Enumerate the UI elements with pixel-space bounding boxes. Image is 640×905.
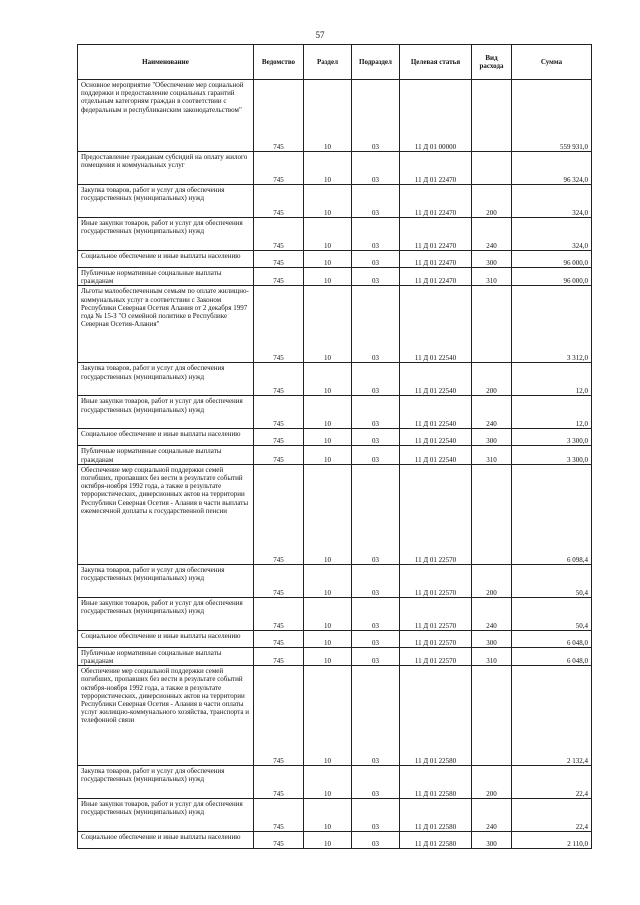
cell-subsection: 03 bbox=[352, 286, 400, 363]
cell-name: Публичные нормативные социальные выплаты гражданам bbox=[78, 268, 254, 286]
cell-dept: 745 bbox=[254, 363, 304, 396]
cell-dept: 745 bbox=[254, 666, 304, 766]
cell-sum: 3 312,0 bbox=[512, 286, 592, 363]
cell-section: 10 bbox=[304, 446, 352, 464]
table-row bbox=[78, 396, 592, 429]
cell-dept: 745 bbox=[254, 429, 304, 446]
cell-section: 10 bbox=[304, 251, 352, 268]
cell-type bbox=[472, 286, 512, 363]
cell-dept: 745 bbox=[254, 251, 304, 268]
cell-sum: 3 300,0 bbox=[512, 429, 592, 446]
cell-type: 310 bbox=[472, 268, 512, 286]
cell-name: Закупка товаров, работ и услуг для обеспечения государственных (муниципальных) нужд bbox=[78, 363, 254, 396]
cell-sum: 22,4 bbox=[512, 766, 592, 799]
cell-name: Публичные нормативные социальные выплаты гражданам bbox=[78, 446, 254, 464]
table-row bbox=[78, 564, 592, 597]
cell-dept: 745 bbox=[254, 832, 304, 849]
cell-type: 240 bbox=[472, 396, 512, 429]
cell-section: 10 bbox=[304, 185, 352, 218]
cell-name: Иные закупки товаров, работ и услуг для обеспечения государственных (муниципальных) нужд bbox=[78, 218, 254, 251]
cell-subsection: 03 bbox=[352, 80, 400, 152]
table-row bbox=[78, 630, 592, 647]
cell-sum: 559 931,0 bbox=[512, 80, 592, 152]
cell-type: 300 bbox=[472, 630, 512, 647]
cell-dept: 745 bbox=[254, 464, 304, 564]
cell-target: 11 Д 01 22540 bbox=[400, 429, 472, 446]
cell-section: 10 bbox=[304, 666, 352, 766]
cell-target: 11 Д 01 22580 bbox=[400, 799, 472, 832]
cell-type: 200 bbox=[472, 185, 512, 218]
cell-type: 240 bbox=[472, 799, 512, 832]
cell-section: 10 bbox=[304, 630, 352, 647]
table-row bbox=[78, 218, 592, 251]
cell-target: 11 Д 01 22540 bbox=[400, 363, 472, 396]
cell-section: 10 bbox=[304, 564, 352, 597]
cell-sum: 324,0 bbox=[512, 218, 592, 251]
table-row bbox=[78, 832, 592, 849]
cell-section: 10 bbox=[304, 396, 352, 429]
cell-dept: 745 bbox=[254, 396, 304, 429]
table-row bbox=[78, 286, 592, 363]
cell-sum: 12,0 bbox=[512, 363, 592, 396]
cell-sum: 22,4 bbox=[512, 799, 592, 832]
cell-section: 10 bbox=[304, 80, 352, 152]
cell-type: 240 bbox=[472, 218, 512, 251]
cell-target: 11 Д 01 22470 bbox=[400, 152, 472, 185]
cell-dept: 745 bbox=[254, 564, 304, 597]
table-row bbox=[78, 647, 592, 665]
cell-subsection: 03 bbox=[352, 832, 400, 849]
cell-name: Иные закупки товаров, работ и услуг для обеспечения государственных (муниципальных) нужд bbox=[78, 597, 254, 630]
cell-target: 11 Д 01 22570 bbox=[400, 630, 472, 647]
header-subsection: Подраздел bbox=[352, 45, 400, 80]
cell-subsection: 03 bbox=[352, 185, 400, 218]
cell-sum: 6 048,0 bbox=[512, 647, 592, 665]
cell-name: Закупка товаров, работ и услуг для обеспечения государственных (муниципальных) нужд bbox=[78, 185, 254, 218]
cell-subsection: 03 bbox=[352, 766, 400, 799]
cell-target: 11 Д 01 22570 bbox=[400, 647, 472, 665]
cell-type: 300 bbox=[472, 251, 512, 268]
table-row bbox=[78, 429, 592, 446]
table-row bbox=[78, 251, 592, 268]
cell-type: 240 bbox=[472, 597, 512, 630]
cell-section: 10 bbox=[304, 152, 352, 185]
cell-sum: 96 324,0 bbox=[512, 152, 592, 185]
cell-subsection: 03 bbox=[352, 446, 400, 464]
cell-subsection: 03 bbox=[352, 218, 400, 251]
cell-dept: 745 bbox=[254, 446, 304, 464]
cell-dept: 745 bbox=[254, 597, 304, 630]
cell-type bbox=[472, 80, 512, 152]
table-row bbox=[78, 268, 592, 286]
cell-subsection: 03 bbox=[352, 564, 400, 597]
cell-subsection: 03 bbox=[352, 251, 400, 268]
cell-dept: 745 bbox=[254, 152, 304, 185]
cell-subsection: 03 bbox=[352, 799, 400, 832]
cell-target: 11 Д 01 22540 bbox=[400, 286, 472, 363]
cell-sum: 50,4 bbox=[512, 597, 592, 630]
cell-subsection: 03 bbox=[352, 363, 400, 396]
cell-dept: 745 bbox=[254, 218, 304, 251]
table-row bbox=[78, 464, 592, 564]
cell-sum: 12,0 bbox=[512, 396, 592, 429]
cell-type: 310 bbox=[472, 446, 512, 464]
cell-section: 10 bbox=[304, 799, 352, 832]
cell-section: 10 bbox=[304, 268, 352, 286]
cell-sum: 3 300,0 bbox=[512, 446, 592, 464]
cell-subsection: 03 bbox=[352, 268, 400, 286]
cell-section: 10 bbox=[304, 647, 352, 665]
cell-section: 10 bbox=[304, 766, 352, 799]
table-row bbox=[78, 80, 592, 152]
cell-name: Основное мероприятие "Обеспечение мер социальной поддержки и предоставление социальных гарантий отдельным категориям граждан в соответствии с федеральным и республиканским законодательством" bbox=[78, 80, 254, 152]
cell-sum: 6 098,4 bbox=[512, 464, 592, 564]
cell-sum: 96 000,0 bbox=[512, 268, 592, 286]
header-type: Вид расхода bbox=[472, 45, 512, 80]
cell-sum: 324,0 bbox=[512, 185, 592, 218]
cell-sum: 50,4 bbox=[512, 564, 592, 597]
cell-sum: 2 110,0 bbox=[512, 832, 592, 849]
cell-section: 10 bbox=[304, 363, 352, 396]
cell-name: Социальное обеспечение и иные выплаты населению bbox=[78, 251, 254, 268]
cell-name: Иные закупки товаров, работ и услуг для обеспечения государственных (муниципальных) нужд bbox=[78, 396, 254, 429]
cell-section: 10 bbox=[304, 429, 352, 446]
cell-dept: 745 bbox=[254, 647, 304, 665]
cell-dept: 745 bbox=[254, 630, 304, 647]
cell-dept: 745 bbox=[254, 80, 304, 152]
cell-type: 300 bbox=[472, 832, 512, 849]
cell-name: Публичные нормативные социальные выплаты гражданам bbox=[78, 647, 254, 665]
cell-type bbox=[472, 152, 512, 185]
cell-section: 10 bbox=[304, 218, 352, 251]
cell-section: 10 bbox=[304, 597, 352, 630]
cell-target: 11 Д 01 22470 bbox=[400, 218, 472, 251]
cell-name: Иные закупки товаров, работ и услуг для обеспечения государственных (муниципальных) нужд bbox=[78, 799, 254, 832]
table-row bbox=[78, 152, 592, 185]
cell-target: 11 Д 01 22570 bbox=[400, 464, 472, 564]
cell-name: Предоставление гражданам субсидий на оплату жилого помещения и коммунальных услуг bbox=[78, 152, 254, 185]
cell-type: 200 bbox=[472, 766, 512, 799]
header-sum: Сумма bbox=[512, 45, 592, 80]
table-row bbox=[78, 766, 592, 799]
cell-subsection: 03 bbox=[352, 396, 400, 429]
cell-dept: 745 bbox=[254, 185, 304, 218]
header-dept: Ведомство bbox=[254, 45, 304, 80]
cell-sum: 96 000,0 bbox=[512, 251, 592, 268]
cell-name: Обеспечение мер социальной поддержки семей погибших, пропавших без вести в результате событий октября-ноября 1992 года, а также в результате террористических, диверсионных актов на территории Республики Северная Осетия - Алания в части оплаты услуг жилищно-коммунального хозяйства, транспорта и телефонной связи bbox=[78, 666, 254, 766]
cell-subsection: 03 bbox=[352, 464, 400, 564]
cell-sum: 2 132,4 bbox=[512, 666, 592, 766]
cell-type bbox=[472, 666, 512, 766]
cell-type: 310 bbox=[472, 647, 512, 665]
table-row bbox=[78, 666, 592, 766]
table-row bbox=[78, 446, 592, 464]
cell-target: 11 Д 01 22470 bbox=[400, 185, 472, 218]
cell-name: Социальное обеспечение и иные выплаты населению bbox=[78, 630, 254, 647]
cell-target: 11 Д 01 22570 bbox=[400, 597, 472, 630]
cell-type: 200 bbox=[472, 564, 512, 597]
cell-name: Закупка товаров, работ и услуг для обеспечения государственных (муниципальных) нужд bbox=[78, 766, 254, 799]
cell-target: 11 Д 01 00000 bbox=[400, 80, 472, 152]
cell-name: Обеспечение мер социальной поддержки семей погибших, пропавших без вести в результате событий октября-ноября 1992 года, а также в результате террористических, диверсионных актов на территории Республики Северная Осетия - Алания в части выплаты ежемесячной доплаты к государственной пенсии bbox=[78, 464, 254, 564]
cell-target: 11 Д 01 22580 bbox=[400, 832, 472, 849]
cell-dept: 745 bbox=[254, 286, 304, 363]
cell-name: Социальное обеспечение и иные выплаты населению bbox=[78, 429, 254, 446]
cell-section: 10 bbox=[304, 464, 352, 564]
table-row bbox=[78, 799, 592, 832]
cell-section: 10 bbox=[304, 832, 352, 849]
header-section: Раздел bbox=[304, 45, 352, 80]
cell-type bbox=[472, 464, 512, 564]
cell-target: 11 Д 01 22580 bbox=[400, 666, 472, 766]
cell-target: 11 Д 01 22570 bbox=[400, 564, 472, 597]
cell-name: Закупка товаров, работ и услуг для обеспечения государственных (муниципальных) нужд bbox=[78, 564, 254, 597]
cell-subsection: 03 bbox=[352, 647, 400, 665]
table-row bbox=[78, 597, 592, 630]
header-target: Целевая статья bbox=[400, 45, 472, 80]
cell-type: 300 bbox=[472, 429, 512, 446]
cell-target: 11 Д 01 22540 bbox=[400, 396, 472, 429]
cell-target: 11 Д 01 22580 bbox=[400, 766, 472, 799]
cell-target: 11 Д 01 22470 bbox=[400, 251, 472, 268]
cell-subsection: 03 bbox=[352, 152, 400, 185]
page-number: 57 bbox=[315, 30, 325, 40]
cell-sum: 6 048,0 bbox=[512, 630, 592, 647]
cell-target: 11 Д 01 22540 bbox=[400, 446, 472, 464]
cell-target: 11 Д 01 22470 bbox=[400, 268, 472, 286]
cell-section: 10 bbox=[304, 286, 352, 363]
cell-subsection: 03 bbox=[352, 630, 400, 647]
cell-dept: 745 bbox=[254, 799, 304, 832]
cell-subsection: 03 bbox=[352, 666, 400, 766]
budget-table bbox=[77, 44, 592, 849]
cell-subsection: 03 bbox=[352, 429, 400, 446]
cell-subsection: 03 bbox=[352, 597, 400, 630]
cell-name: Социальное обеспечение и иные выплаты населению bbox=[78, 832, 254, 849]
table-header-row bbox=[78, 45, 592, 80]
header-name: Наименование bbox=[78, 45, 254, 80]
table-row bbox=[78, 185, 592, 218]
table-row bbox=[78, 363, 592, 396]
cell-dept: 745 bbox=[254, 268, 304, 286]
cell-dept: 745 bbox=[254, 766, 304, 799]
cell-type: 200 bbox=[472, 363, 512, 396]
cell-name: Льготы малообеспеченным семьям по оплате жилищно-коммунальных услуг в соответствии с Законом Республики Северная Осетия Алания от 2 декабря 1997 года № 15-З "О семейной политике в Республике Северная Осетия-Алания" bbox=[78, 286, 254, 363]
